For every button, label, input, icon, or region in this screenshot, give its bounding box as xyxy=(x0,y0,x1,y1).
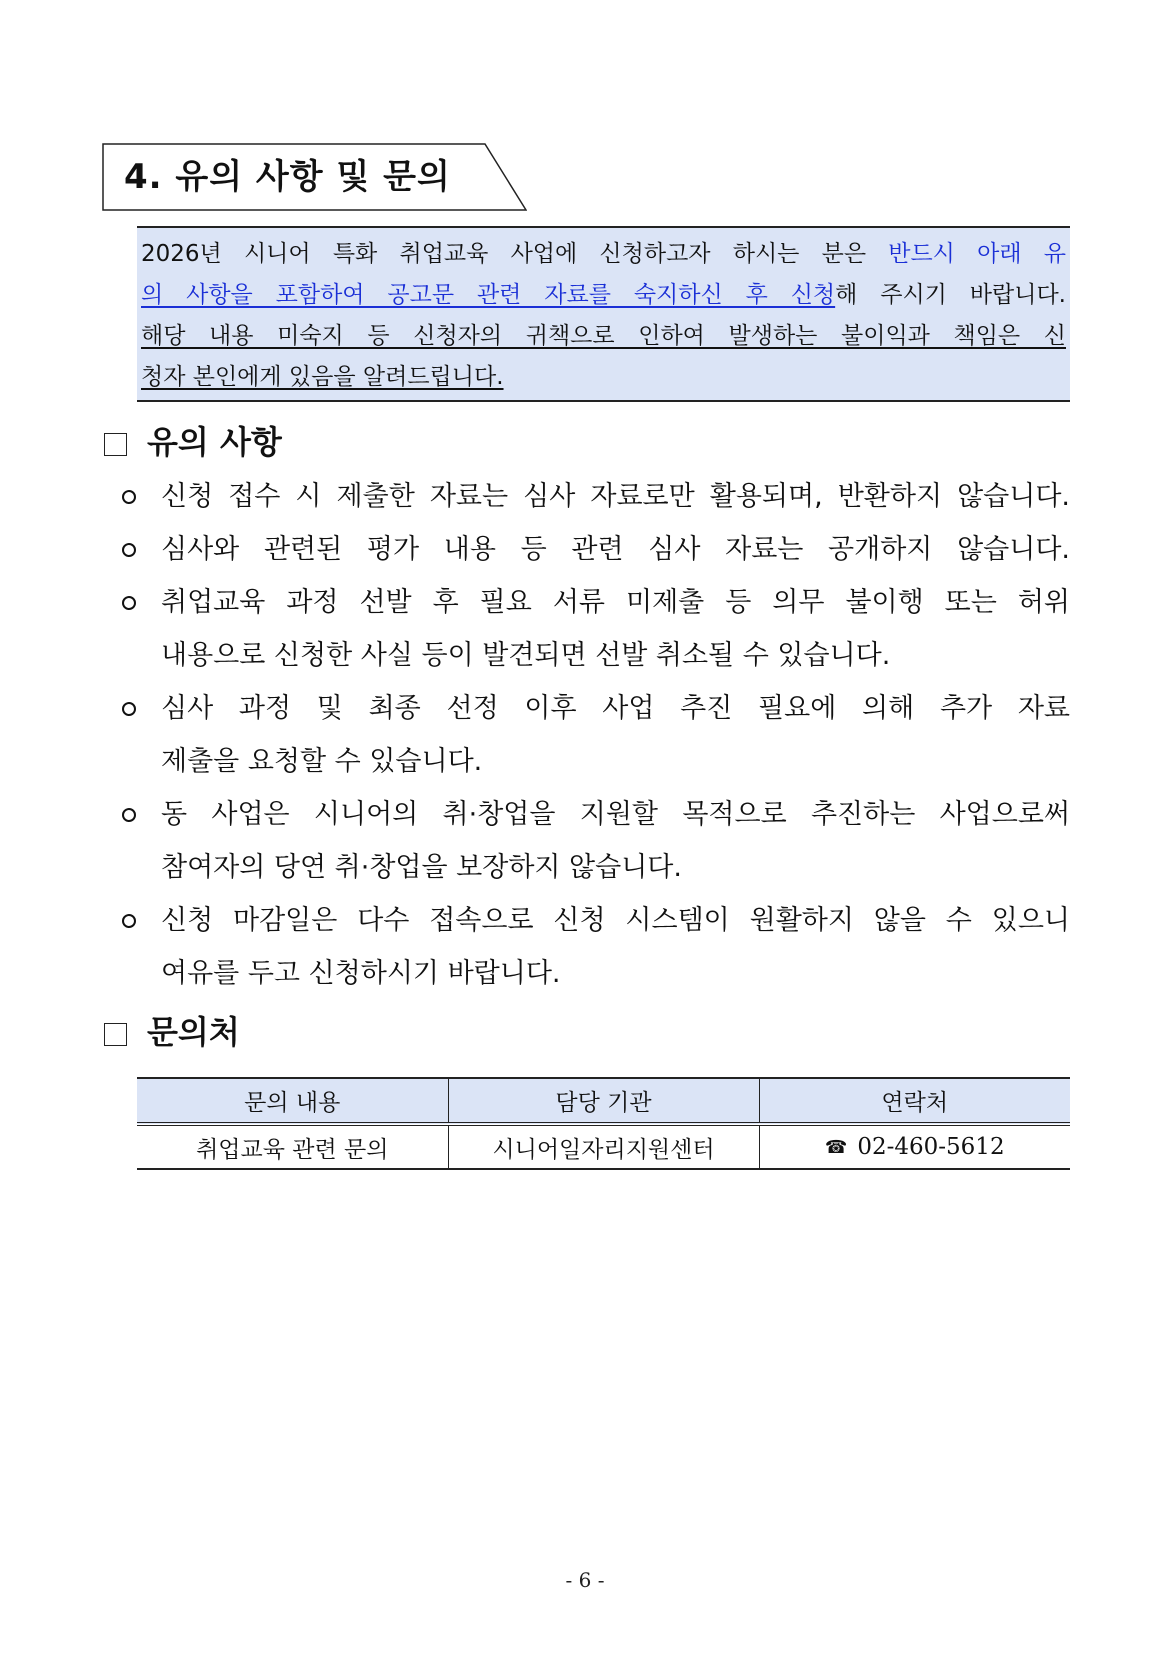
table-row xyxy=(137,1124,1070,1169)
bullet-circle-icon xyxy=(122,702,136,716)
notice-box xyxy=(137,226,1070,402)
bullet-circle-icon xyxy=(122,490,136,504)
phone-icon: ☎ xyxy=(824,1137,848,1158)
contact-table xyxy=(137,1077,1070,1170)
caution-2-line-1: 심사와 관련된 평가 내용 등 관련 심사 자료는 공개하지 않습니다. xyxy=(161,534,1070,565)
notice-line-1 xyxy=(141,239,1066,269)
contact-heading-text: 문의처 xyxy=(147,1013,240,1051)
bullet-circle-icon xyxy=(122,914,136,928)
page-number: - 6 - xyxy=(565,1568,605,1592)
caution-6-line-1: 신청 마감일은 다수 접속으로 신청 시스템이 원활하지 않을 수 있으니 xyxy=(161,905,1070,936)
notice-line-4: 청자 본인에게 있음을 알려드립니다. xyxy=(141,364,504,390)
notice-line-2 xyxy=(141,280,1066,310)
bullet-circle-icon xyxy=(122,543,136,557)
section-title: 4. 유의 사항 및 문의 xyxy=(124,157,451,197)
contact-heading xyxy=(104,1012,240,1052)
caution-1-line-1: 신청 접수 시 제출한 자료는 심사 자료로만 활용되며, 반환하지 않습니다. xyxy=(161,481,1070,512)
header-contact: 연락처 xyxy=(759,1078,1070,1124)
section-title-tab xyxy=(102,143,527,211)
checkbox-icon xyxy=(104,1023,127,1046)
cell-agency: 시니어일자리지원센터 xyxy=(448,1124,759,1169)
caution-5-line-1: 동 사업은 시니어의 취·창업을 지원할 목적으로 추진하는 사업으로써 xyxy=(161,799,1070,830)
bullet-circle-icon xyxy=(122,596,136,610)
cell-inquiry-content: 취업교육 관련 문의 xyxy=(137,1124,448,1169)
caution-4-line-1: 심사 과정 및 최종 선정 이후 사업 추진 필요에 의해 추가 자료 xyxy=(161,693,1070,724)
caution-3-line-2: 내용으로 신청한 사실 등이 발견되면 선발 취소될 수 있습니다. xyxy=(161,640,891,671)
caution-6-line-2: 여유를 두고 신청하시기 바랍니다. xyxy=(161,958,561,989)
caution-3-line-1: 취업교육 과정 선발 후 필요 서류 미제출 등 의무 불이행 또는 허위 xyxy=(161,587,1070,618)
table-header-row xyxy=(137,1078,1070,1124)
header-agency: 담당 기관 xyxy=(448,1078,759,1124)
phone-number: 02-460-5612 xyxy=(857,1134,1005,1160)
cell-phone xyxy=(759,1124,1070,1169)
header-inquiry-content: 문의 내용 xyxy=(137,1078,448,1124)
bullet-circle-icon xyxy=(122,808,136,822)
notice-line-2-emphasis: 의 사항을 포함하여 공고문 관련 자료를 숙지하신 후 신청 xyxy=(141,282,836,308)
caution-5-line-2: 참여자의 당연 취·창업을 보장하지 않습니다. xyxy=(161,852,682,883)
notice-line-1-emphasis: 반드시 아래 유 xyxy=(888,241,1066,267)
notice-line-2-plain: 해 주시기 바랍니다. xyxy=(835,282,1066,308)
cautions-heading-text: 유의 사항 xyxy=(147,423,282,461)
cautions-heading xyxy=(104,422,282,462)
caution-4-line-2: 제출을 요청할 수 있습니다. xyxy=(161,746,483,777)
checkbox-icon xyxy=(104,433,127,456)
notice-line-3: 해당 내용 미숙지 등 신청자의 귀책으로 인하여 발생하는 불이익과 책임은 신 xyxy=(141,323,1066,349)
notice-line-1-plain: 2026년 시니어 특화 취업교육 사업에 신청하고자 하시는 분은 xyxy=(141,241,889,267)
